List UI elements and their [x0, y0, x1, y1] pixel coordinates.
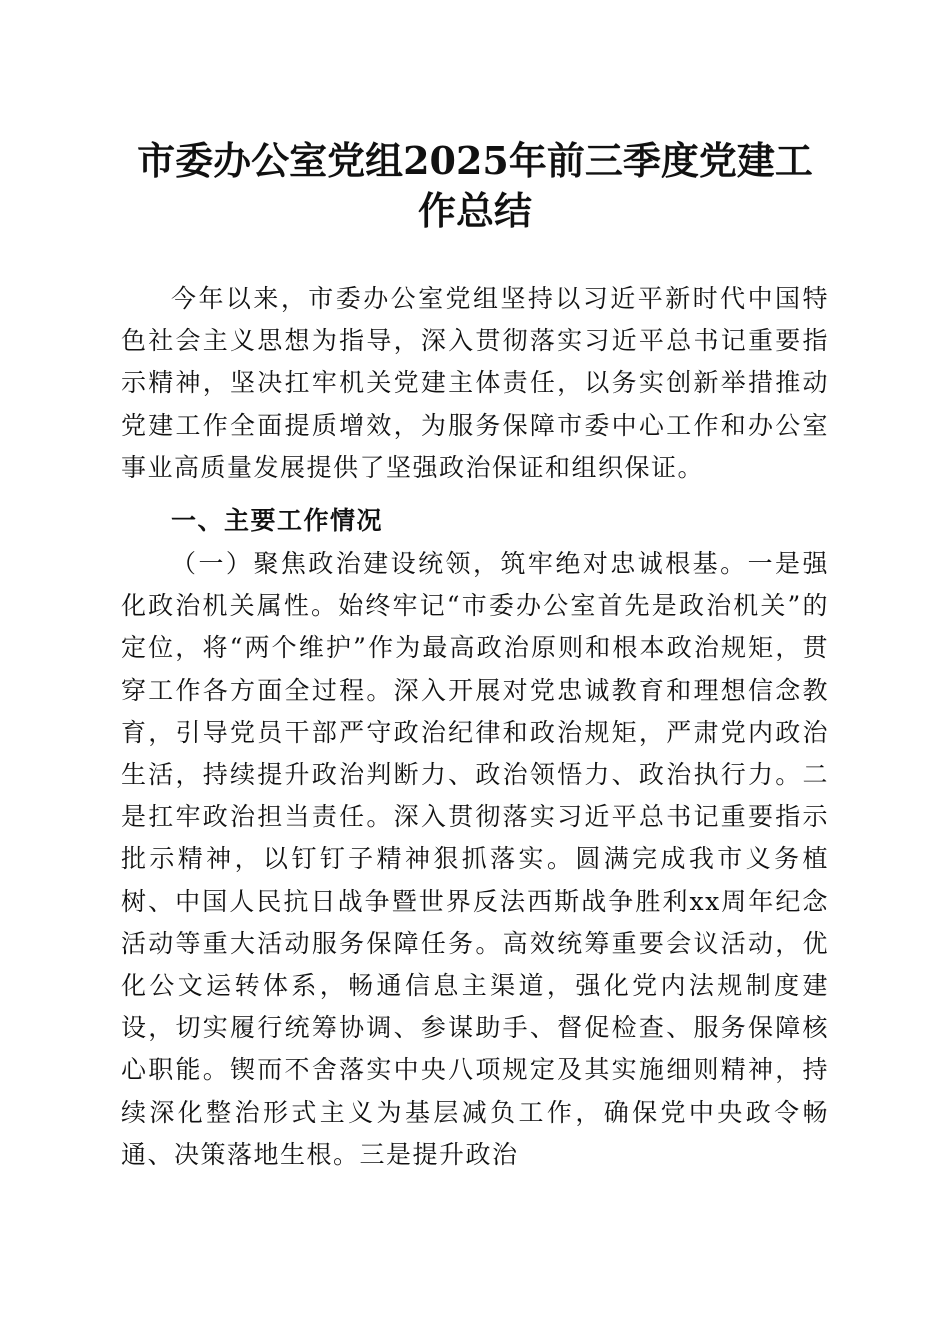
document-title: 市委办公室党组2025年前三季度党建工作总结: [137, 138, 813, 233]
subsection-paragraph: [121, 543, 829, 1176]
subsection-heading: （一）聚焦政治建设统领，筑牢绝对忠诚根基。: [171, 549, 748, 578]
section-heading: 一、主要工作情况: [171, 506, 384, 535]
subsection-body: 一是强化政治机关属性。始终牢记“市委办公室首先是政治机关”的定位，将“两个维护”作为最高政治原则和根本政治规矩，贯穿工作各方面全过程。深入开展对党忠诚教育和理想信念教育，引导党员干部严守政治纪律和政治规矩，严肃党内政治生活，持续提升政治判断力、政治领悟力、政治执行力。二是扛牢政治担当责任。深入贯彻落实习近平总书记重要指示批示精神，以钉钉子精神狠抓落实。圆满完成我市义务植树、中国人民抗日战争暨世界反法西斯战争胜利xx周年纪念活动等重大活动服务保障任务。高效统筹重要会议活动，优化公文运转体系，畅通信息主渠道，强化党内法规制度建设，切实履行统筹协调、参谋助手、督促检查、服务保障核心职能。锲而不舍落实中央八项规定及其实施细则精神，持续深化整治形式主义为基层减负工作，确保党中央政令畅通、决策落地生根。三是提升政治: [121, 549, 829, 1169]
intro-paragraph: 今年以来，市委办公室党组坚持以习近平新时代中国特色社会主义思想为指导，深入贯彻落实习近平总书记重要指示精神，坚决扛牢机关党建主体责任，以务实创新举措推动党建工作全面提质增效，为服务保障市委中心工作和办公室事业高质量发展提供了坚强政治保证和组织保证。: [121, 284, 829, 482]
